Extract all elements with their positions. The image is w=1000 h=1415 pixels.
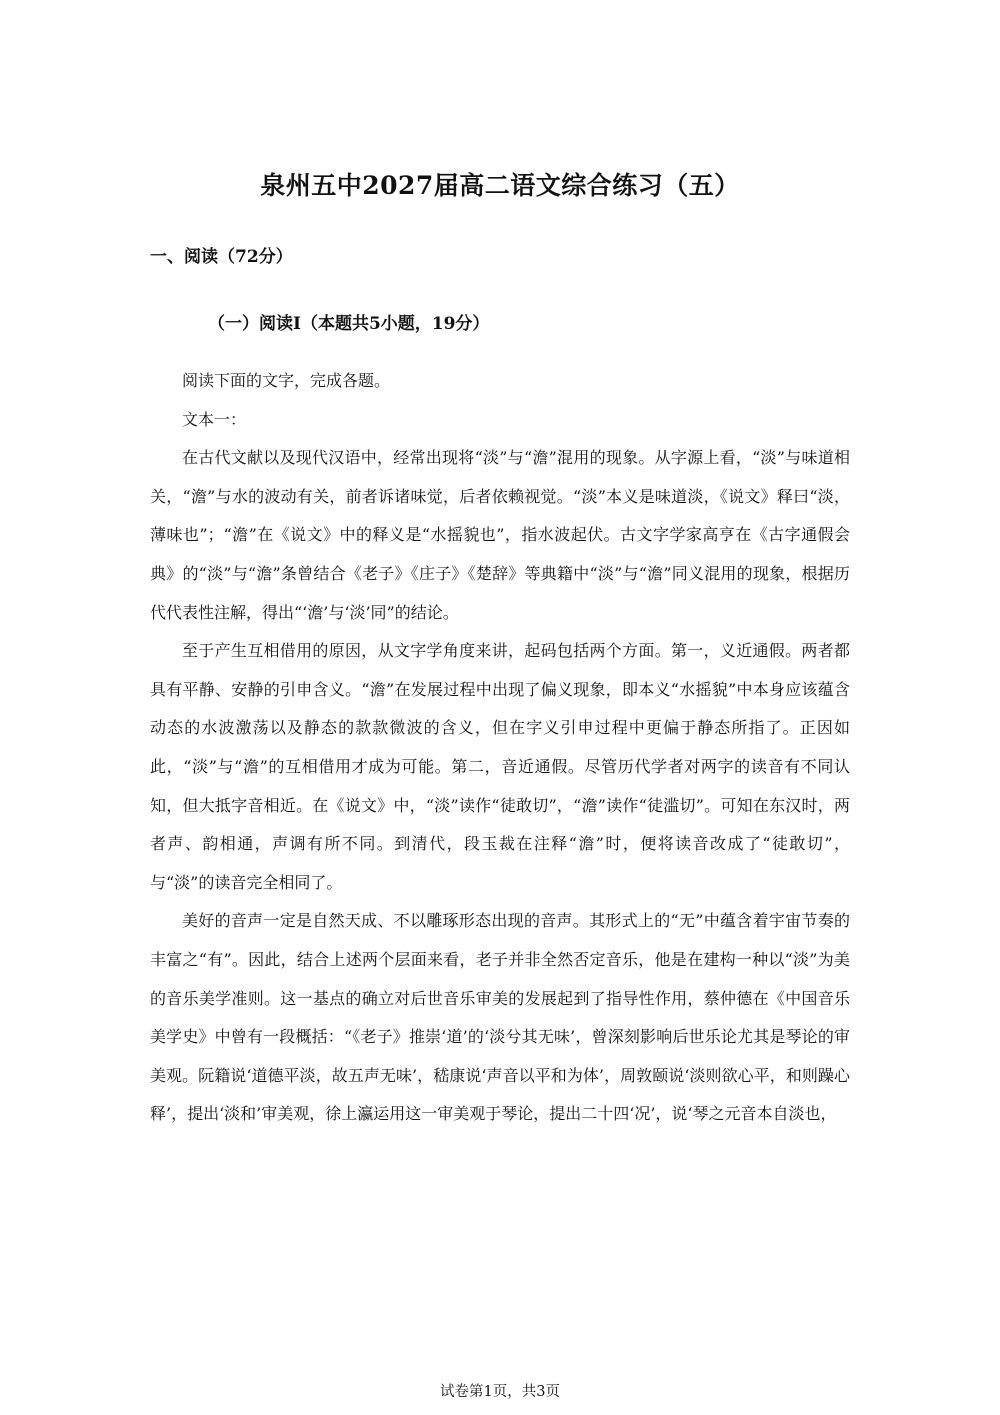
- section-heading: 一、阅读（72分）: [150, 247, 293, 267]
- passage-paragraph: 在古代文献以及现代汉语中，经常出现将“淡”与“澹”混用的现象。从字源上看，“淡”与味道相关，“澹”与水的波动有关，前者诉诸味觉，后者依赖视觉。“淡”本义是味道淡，《说文》释曰“淡，薄味也”；“澹”在《说文》中的释义是“水摇貌也”，指水波起伏。古文字学家高亨在《古字通假会典》的“淡”与“澹”条曾结合《老子》《庄子》《楚辞》等典籍中“淡”与“澹”同义混用的现象，根据历代代表性注解，得出“‘澹’与‘淡’同”的结论。: [150, 448, 850, 622]
- page-footer: 试卷第1页，共3页: [440, 1384, 560, 1400]
- passage-paragraph: 美好的音声一定是自然天成、不以雕琢形态出现的音声。其形式上的“无”中蕴含着宇宙节奏的丰富之“有”。因此，结合上述两个层面来看，老子并非全然否定音乐，他是在建构一种以“淡”为美的音乐美学准则。这一基点的确立对后世音乐审美的发展起到了指导性作用，蔡仲德在《中国音乐美学史》中曾有一段概括：“《老子》推崇‘道’的‘淡兮其无味’，曾深刻影响后世乐论尤其是琴论的审美观。阮籍说‘道德平淡，故五声无味’，嵇康说‘声音以平和为体’，周敦颐说‘淡则欲心平，和则躁心释’，提出‘淡和’审美观，徐上瀛运用这一审美观于琴论，提出二十四‘况’，说‘琴之元音本自淡也，: [150, 911, 850, 1124]
- document-title: 泉州五中2027届高二语文综合练习（五）: [260, 171, 740, 200]
- subsection-heading: （一）阅读I（本题共5小题，19分）: [208, 314, 490, 334]
- reading-passage: [150, 362, 850, 1134]
- instruction-text: 阅读下面的文字，完成各题。: [182, 371, 391, 390]
- passage-paragraph: 至于产生互相借用的原因，从文字学角度来讲，起码包括两个方面。第一，义近通假。两者都具有平静、安静的引申含义。“澹”在发展过程中出现了偏义现象，即本义“水摇貌”中本身应该蕴含动态的水波激荡以及静态的款款微波的含义，但在字义引申过程中更偏于静态所指了。正因如此，“淡”与“澹”的互相借用才成为可能。第二，音近通假。尽管历代学者对两字的读音有不同认知，但大抵字音相近。在《说文》中，“淡”读作“徒敢切”，“澹”读作“徒滥切”。可知在东汉时，两者声、韵相通，声调有所不同。到清代，段玉裁在注释“澹”时，便将读音改成了“徒敢切”，与“淡”的读音完全相同了。: [150, 641, 850, 892]
- text-label: 文本一：: [182, 409, 247, 429]
